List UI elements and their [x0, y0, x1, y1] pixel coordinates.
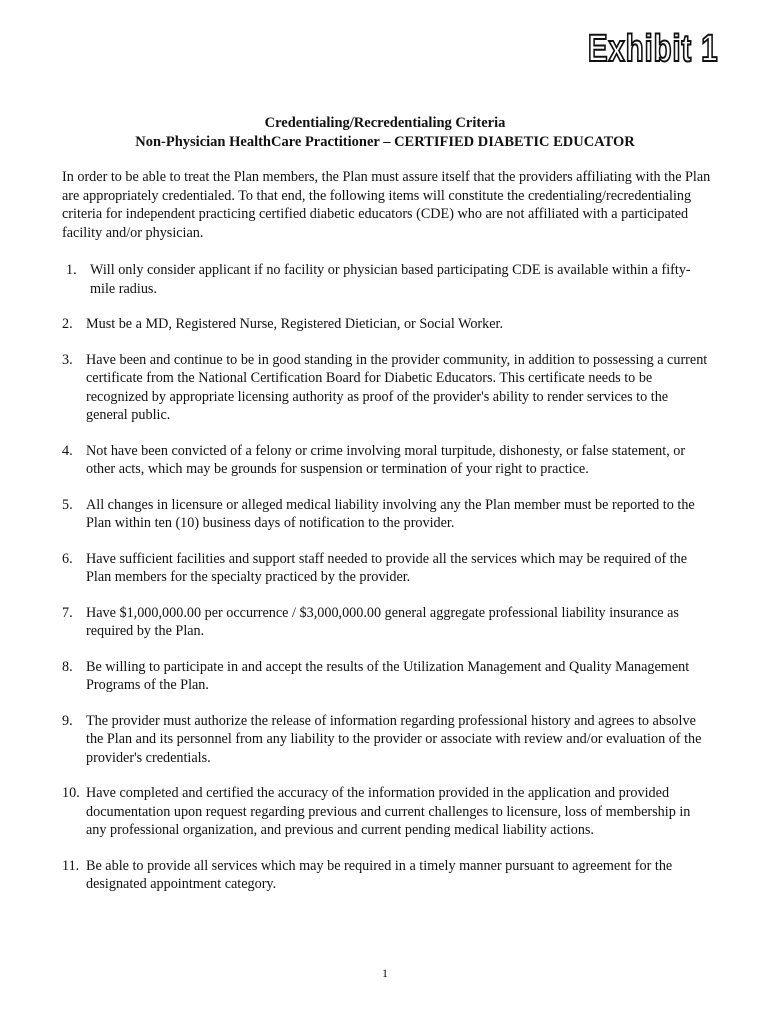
criteria-number: 1. — [66, 262, 77, 278]
criteria-text: Have been and continue to be in good standing in the provider community, in addition to possessing a current certificate from the National Certification Board for Diabetic Educators. This certificate needs to be recognized by appropriate licensing authority as proof of the provider's ability to render services to the general public. — [86, 351, 708, 423]
exhibit-label: Exhibit 1 — [587, 28, 718, 70]
criteria-text: The provider must authorize the release of information regarding professional history and agrees to absolve the Plan and its personnel from any liability to the provider or associate with review and/or evaluation of the provider's credentials. — [86, 712, 702, 766]
criteria-number: 11. — [62, 857, 80, 874]
criteria-list — [62, 261, 712, 911]
page-number: 1 — [382, 966, 388, 980]
criteria-item — [62, 496, 712, 533]
criteria-number: 8. — [62, 658, 73, 675]
criteria-number: 6. — [62, 550, 73, 567]
criteria-item — [62, 604, 712, 641]
criteria-text: All changes in licensure or alleged medical liability involving any the Plan member must be reported to the Plan within ten (10) business days of notification to the provider. — [86, 496, 695, 531]
criteria-number: 4. — [62, 442, 73, 459]
criteria-number: 9. — [62, 712, 73, 729]
criteria-item — [62, 712, 712, 768]
criteria-item — [62, 315, 712, 334]
criteria-text: Have completed and certified the accuracy of the information provided in the application and provided documentation upon request regarding previous and current challenges to licensure, loss of membership in any professional organization, and previous and current pending medical liability actions. — [86, 785, 691, 838]
document-title: Credentialing/Recredentialing Criteria — [264, 115, 506, 131]
criteria-item — [62, 857, 712, 894]
criteria-item — [62, 658, 712, 695]
criteria-number: 2. — [62, 316, 73, 332]
intro-paragraph: In order to be able to treat the Plan members, the Plan must assure itself that the providers affiliating with the Plan are appropriately credentialed. To that end, the following items will constitute the credentialing/recredentialing criteria for independent practicing certified diabetic educators (CDE) who are not affiliated with a participated facility and/or physician. — [62, 169, 711, 241]
criteria-text: Have sufficient facilities and support staff needed to provide all the services which may be required of the Plan members for the specialty practiced by the provider. — [86, 550, 688, 585]
criteria-item — [62, 550, 712, 587]
criteria-text: Be willing to participate in and accept the results of the Utilization Management and Quality Management Programs of the Plan. — [86, 658, 690, 693]
criteria-number: 5. — [62, 496, 73, 513]
document-subtitle: Non-Physician HealthCare Practitioner – CERTIFIED DIABETIC EDUCATOR — [135, 134, 635, 150]
criteria-text: Have $1,000,000.00 per occurrence / $3,000,000.00 general aggregate professional liability insurance as required by the Plan. — [86, 604, 679, 639]
criteria-text: Not have been convicted of a felony or crime involving moral turpitude, dishonesty, or false statement, or other acts, which may be grounds for suspension or termination of your right to practice. — [86, 442, 686, 477]
criteria-item — [62, 784, 712, 840]
criteria-item — [62, 261, 712, 298]
criteria-item — [62, 351, 712, 425]
criteria-number: 10. — [62, 785, 80, 801]
criteria-text: Be able to provide all services which may be required in a timely manner pursuant to agreement for the designated appointment category. — [86, 857, 673, 892]
criteria-text: Will only consider applicant if no facility or physician based participating CDE is available within a fifty-mile radius. — [90, 262, 691, 297]
criteria-number: 7. — [62, 604, 73, 621]
criteria-text: Must be a MD, Registered Nurse, Registered Dietician, or Social Worker. — [86, 316, 504, 332]
criteria-item — [62, 442, 712, 479]
criteria-number: 3. — [62, 351, 73, 368]
